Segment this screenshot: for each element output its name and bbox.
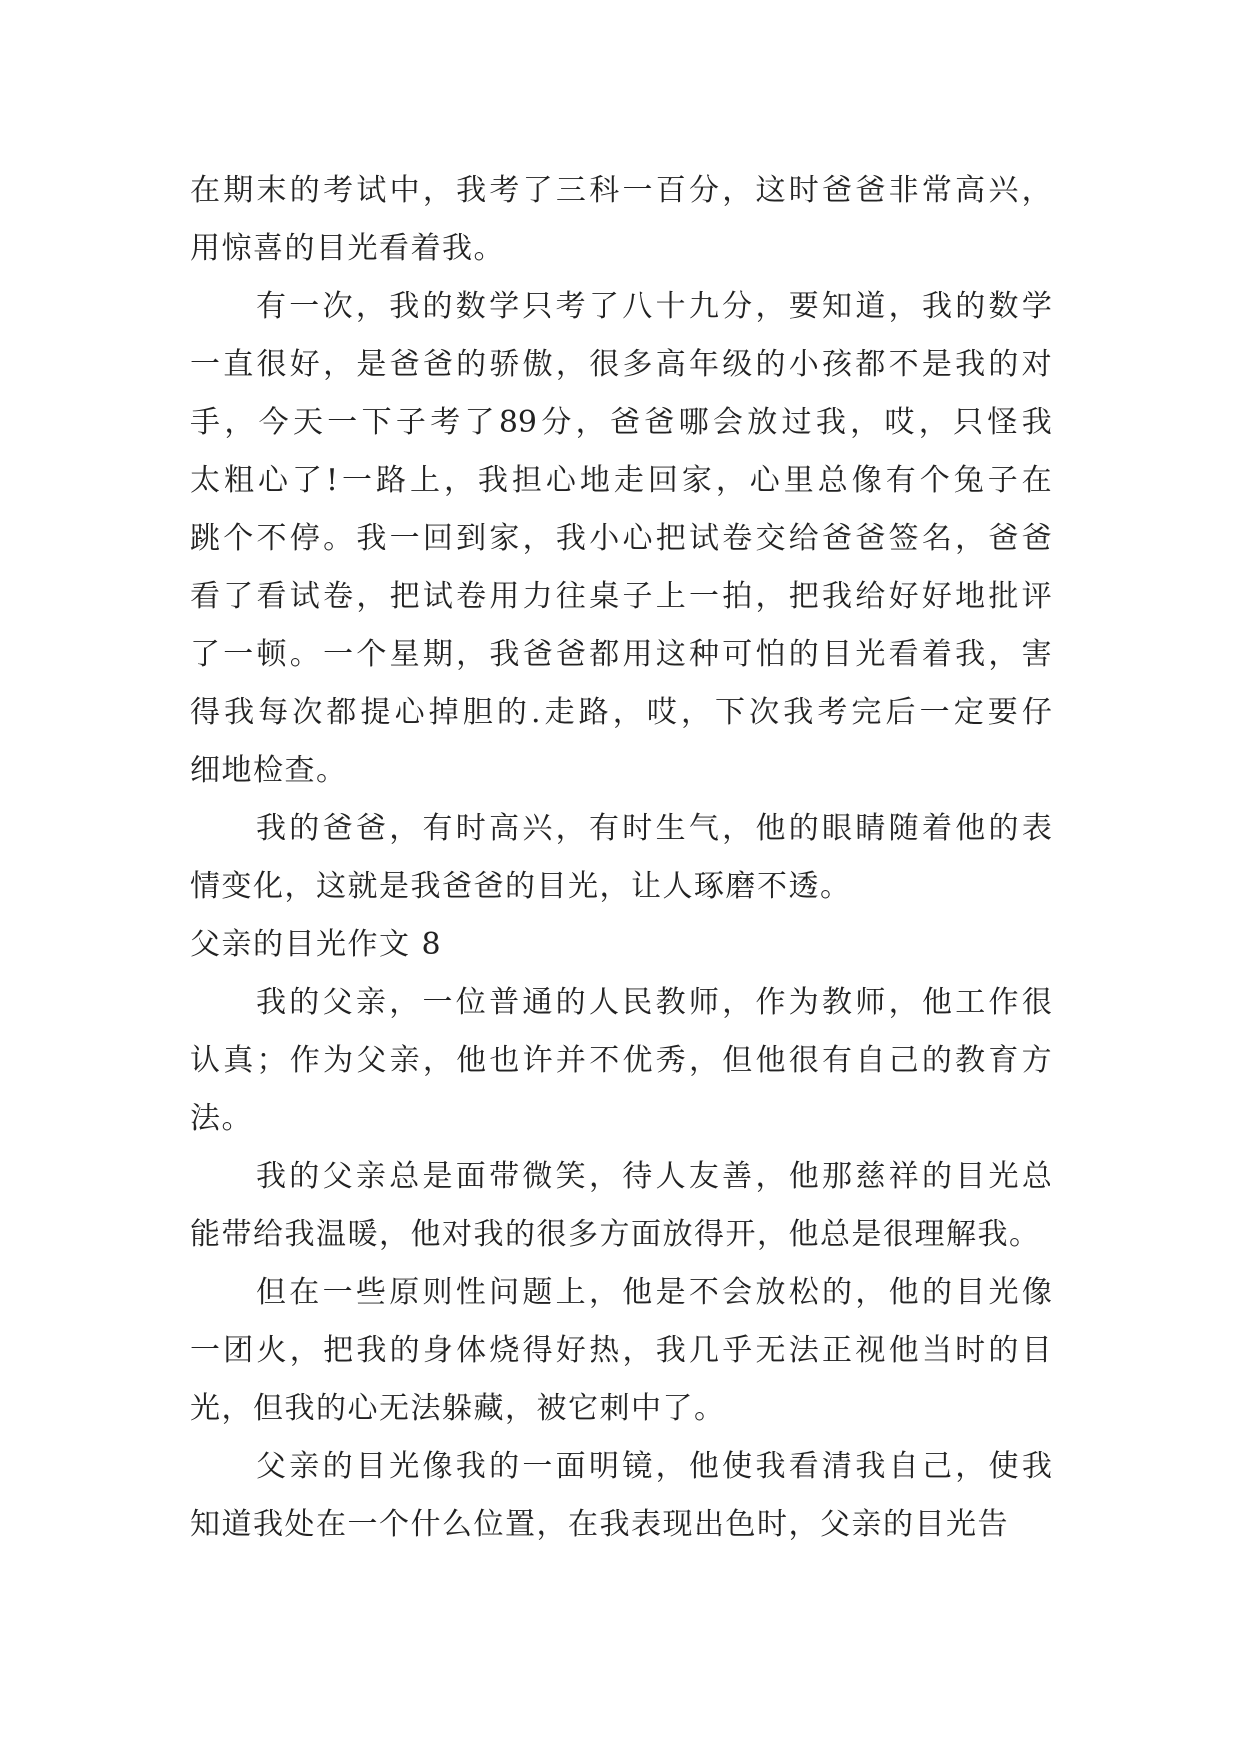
paragraph-line: 在 期 末 的 考 试 中 ， 我 考 了 三 科 一 百 分 ， 这 时 爸 爸 非 常 高 兴 ， [190,173,1052,208]
paragraph-line: 了 一 顿 。 一 个 星 期 ， 我 爸 爸 都 用 这 种 可 怕 的 目 光 看 着 我 ， 害 [190,637,1052,672]
paragraph-line: 光，但我的心无法躲藏，被它刺中了。 [190,1391,726,1426]
paragraph [190,278,1052,800]
paragraph-line: 父 亲 的 目 光 像 我 的 一 面 明 镜 ， 他 使 我 看 清 我 自 己 ， 使 我 [256,1449,1052,1484]
paragraph [190,974,1052,1148]
paragraph-line: 认 真 ； 作 为 父 亲 ， 他 也 许 并 不 优 秀 ， 但 他 很 有 自 己 的 教 育 方 [190,1043,1052,1078]
document-page [190,162,1052,1554]
section-heading [190,916,1052,974]
paragraph-line: 太 粗 心 了 ! 一 路 上 ， 我 担 心 地 走 回 家 ， 心 里 总 像 有 个 兔 子 在 [190,463,1052,498]
paragraph-line: 我 的 父 亲 ， 一 位 普 通 的 人 民 教 师 ， 作 为 教 师 ， 他 工 作 很 [256,985,1052,1020]
paragraph-line: 法。 [190,1101,253,1136]
paragraph-line: 我 的 父 亲 总 是 面 带 微 笑 ， 待 人 友 善 ， 他 那 慈 祥 的 目 光 总 [256,1159,1052,1194]
paragraph-line: 跳 个 不 停 。 我 一 回 到 家 ， 我 小 心 把 试 卷 交 给 爸 爸 签 名 ， 爸 爸 [190,521,1052,556]
paragraph-line: 得 我 每 次 都 提 心 掉 胆 的 . 走 路 ， 哎 ， 下 次 我 考 完 后 一 定 要 仔 [190,695,1052,730]
paragraph-line: 一 直 很 好 ， 是 爸 爸 的 骄 傲 ， 很 多 高 年 级 的 小 孩 都 不 是 我 的 对 [190,347,1052,382]
paragraph-line: 知道我处在一个什么位置，在我表现出色时，父亲的目光告 [190,1507,1009,1542]
paragraph-line: 情变化，这就是我爸爸的目光，让人琢磨不透。 [190,869,852,904]
paragraph-line: 看 了 看 试 卷 ， 把 试 卷 用 力 往 桌 子 上 一 拍 ， 把 我 给 好 好 地 批 评 [190,579,1052,614]
paragraph-line: 细地检查。 [190,753,348,788]
paragraph [190,1438,1052,1554]
paragraph [190,1148,1052,1264]
paragraph-line: 能带给我温暖，他对我的很多方面放得开，他总是很理解我。 [190,1217,1041,1252]
heading-text: 父亲的目光作文 8 [190,927,443,962]
paragraph-line: 有 一 次 ， 我 的 数 学 只 考 了 八 十 九 分 ， 要 知 道 ， 我 的 数 学 [256,289,1052,324]
paragraph [190,800,1052,916]
paragraph-line: 一 团 火 ， 把 我 的 身 体 烧 得 好 热 ， 我 几 乎 无 法 正 视 他 当 时 的 目 [190,1333,1052,1368]
paragraph-line: 但 在 一 些 原 则 性 问 题 上 ， 他 是 不 会 放 松 的 ， 他 的 目 光 像 [256,1275,1052,1310]
paragraph-line: 用惊喜的目光看着我。 [190,231,505,266]
paragraph-line: 我 的 爸 爸 ， 有 时 高 兴 ， 有 时 生 气 ， 他 的 眼 睛 随 着 他 的 表 [256,811,1052,846]
paragraph-line: 手 ， 今 天 一 下 子 考 了 89 分 ， 爸 爸 哪 会 放 过 我 ， 哎 ， 只 怪 我 [190,405,1052,440]
paragraph [190,1264,1052,1438]
paragraph [190,162,1052,278]
